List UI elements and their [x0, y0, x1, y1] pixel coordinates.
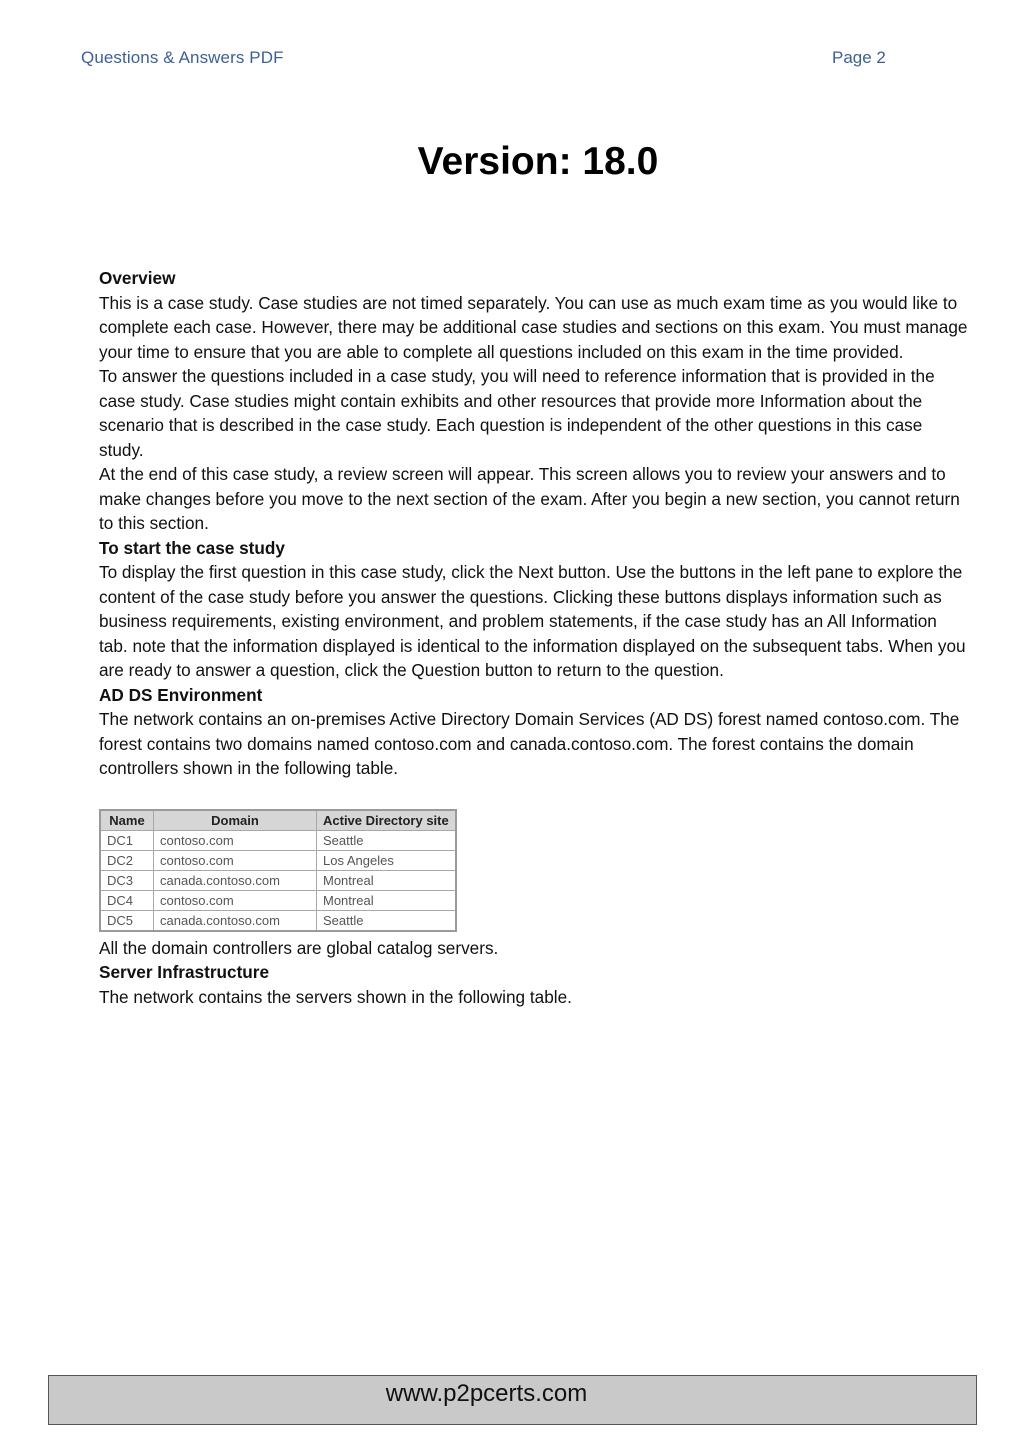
domain-controllers-table — [99, 809, 457, 932]
server-infrastructure-paragraph: The network contains the servers shown in the following table. — [99, 986, 572, 1007]
table-cell: DC3 — [100, 870, 154, 890]
overview-paragraph: To answer the questions included in a case study, you will need to reference information that is provided in the case study. Case studies might contain exhibits and other resources that provide more Information about the scenario that is described in the case study. Each question is independent of the other questions in this case study. — [99, 366, 935, 460]
table-cell: canada.contoso.com — [154, 910, 317, 931]
domain-controllers-table-wrap — [99, 809, 969, 932]
table-row — [100, 910, 456, 931]
column-header: Name — [100, 810, 154, 831]
table-cell: Seattle — [317, 910, 456, 931]
table-cell: contoso.com — [154, 890, 317, 910]
footer-url: www.p2pcerts.com — [385, 1380, 588, 1407]
table-cell: DC1 — [100, 830, 154, 850]
table-cell: Los Angeles — [317, 850, 456, 870]
table-cell: DC5 — [100, 910, 154, 931]
ad-ds-environment-paragraph: The network contains an on-premises Active Directory Domain Services (AD DS) forest named contoso.com. The forest contains two domains named contoso.com and canada.contoso.com. The forest contains the domain controllers shown in the following table. — [99, 709, 960, 778]
table-row — [100, 830, 456, 850]
start-case-study-paragraph: To display the first question in this case study, click the Next button. Use the buttons in the left pane to explore the content of the case study before you answer the questions. Clicking these buttons displays information such as business requirements, existing environment, and problem statements, if the case study has an All Information tab. note that the information displayed is identical to the information displayed on the subsequent tabs. When you are ready to answer a question, click the Question button to return to the question. — [99, 562, 966, 680]
start-case-study-heading: To start the case study — [99, 537, 285, 558]
global-catalog-note: All the domain controllers are global catalog servers. — [99, 937, 499, 958]
table-row — [100, 890, 456, 910]
table-row — [100, 850, 456, 870]
overview-heading: Overview — [99, 268, 176, 288]
table-cell: Montreal — [317, 870, 456, 890]
column-header: Domain — [154, 810, 317, 831]
table-row — [100, 870, 456, 890]
page-number: Page 2 — [832, 48, 886, 67]
server-infrastructure-heading: Server Infrastructure — [99, 962, 270, 982]
table-cell: Montreal — [317, 890, 456, 910]
table-header-row — [100, 810, 456, 831]
version-title: Version: 18.0 — [417, 140, 659, 183]
table-cell: Seattle — [317, 830, 456, 850]
table-cell: DC4 — [100, 890, 154, 910]
table-cell: canada.contoso.com — [154, 870, 317, 890]
overview-paragraph: At the end of this case study, a review screen will appear. This screen allows you to review your answers and to make changes before you move to the next section of the exam. After you begin a new section, you cannot return to this section. — [99, 464, 960, 533]
table-cell: contoso.com — [154, 830, 317, 850]
overview-paragraph: This is a case study. Case studies are not timed separately. You can use as much exam time as you would like to complete each case. However, there may be additional case studies and sections on this exam. You must manage your time to ensure that you are able to complete all questions included on this exam in the time provided. — [99, 292, 968, 362]
table-cell: contoso.com — [154, 850, 317, 870]
table-cell: DC2 — [100, 850, 154, 870]
header-title: Questions & Answers PDF — [81, 48, 284, 67]
document-body — [99, 266, 969, 1009]
ad-ds-environment-heading: AD DS Environment — [99, 684, 263, 705]
column-header: Active Directory site — [317, 810, 456, 831]
